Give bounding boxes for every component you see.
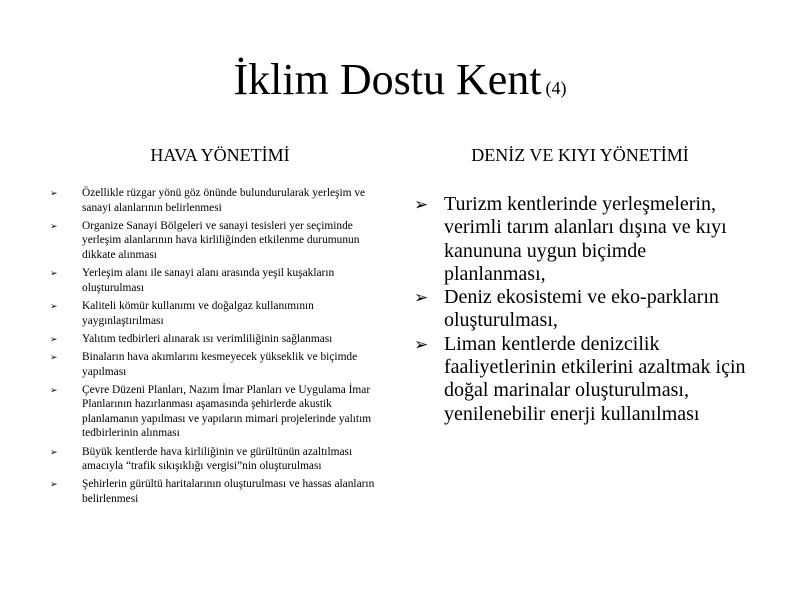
arrow-bullet-icon: ➢ bbox=[50, 333, 58, 344]
arrow-bullet-icon: ➢ bbox=[50, 384, 58, 395]
list-item bbox=[50, 186, 386, 215]
list-item bbox=[50, 477, 386, 506]
arrow-bullet-icon: ➢ bbox=[414, 288, 429, 308]
list-item bbox=[412, 286, 747, 333]
list-item-text: Liman kentlerde denizcilik faaliyetlerinin etkilerini azaltmak için doğal marinalar oluşturulması, yenilenebilir enerji kullanılması bbox=[444, 332, 746, 425]
arrow-bullet-icon: ➢ bbox=[414, 334, 429, 354]
list-item-text: Kaliteli kömür kullanımı ve doğalgaz kullanımının yaygınlaştırılması bbox=[82, 299, 314, 327]
sea-coast-management-heading: DENİZ VE KIYI YÖNETİMİ bbox=[471, 145, 689, 165]
list-item bbox=[50, 219, 386, 263]
list-item-text: Yalıtım tedbirleri alınarak ısı verimliliğinin sağlanması bbox=[82, 332, 333, 345]
list-item-text: Turizm kentlerinde yerleşmelerin, verimli tarım alanları dışına ve kıyı kanununa uygun biçimde planlanması, bbox=[444, 193, 727, 285]
arrow-bullet-icon: ➢ bbox=[414, 195, 429, 214]
list-item bbox=[50, 445, 386, 474]
arrow-bullet-icon: ➢ bbox=[50, 351, 58, 362]
arrow-bullet-icon: ➢ bbox=[50, 220, 58, 231]
list-item-text: Organize Sanayi Bölgeleri ve sanayi tesisleri yer seçiminde yerleşim alanlarının hava kirliliğinden etkilenme durumunun dikkate alınması bbox=[82, 219, 360, 261]
list-item bbox=[50, 383, 386, 441]
air-management-heading: HAVA YÖNETİMİ bbox=[150, 145, 290, 165]
list-item bbox=[50, 350, 386, 379]
list-item bbox=[50, 299, 386, 328]
slide-title-text: İklim Dostu Kent bbox=[233, 55, 542, 104]
arrow-bullet-icon: ➢ bbox=[50, 300, 58, 311]
list-item-text: Binaların hava akımlarını kesmeyecek yükseklik ve biçimde yapılması bbox=[82, 350, 358, 378]
arrow-bullet-icon: ➢ bbox=[50, 446, 58, 457]
list-item-text: Özellikle rüzgar yönü göz önünde bulundurularak yerleşim ve sanayi alanlarının belirlenmesi bbox=[82, 187, 366, 214]
list-item bbox=[412, 333, 747, 426]
list-item-text: Deniz ekosistemi ve eko-parkların oluşturulması, bbox=[444, 286, 719, 332]
list-item bbox=[50, 266, 386, 295]
arrow-bullet-icon: ➢ bbox=[50, 479, 58, 490]
list-item-text: Şehirlerin gürültü haritalarının oluşturulması ve hassas alanların belirlenmesi bbox=[82, 478, 375, 506]
list-item-text: Yerleşim alanı ile sanayi alanı arasında yeşil kuşakların oluşturulması bbox=[82, 267, 335, 294]
slide-number: (4) bbox=[545, 78, 567, 98]
arrow-bullet-icon: ➢ bbox=[50, 268, 58, 279]
sea-coast-management-list bbox=[412, 193, 747, 426]
list-item bbox=[412, 193, 747, 286]
arrow-bullet-icon: ➢ bbox=[50, 188, 58, 198]
slide-title bbox=[0, 52, 800, 116]
list-item-text: Çevre Düzeni Planları, Nazım İmar Planları ve Uygulama İmar Planlarının hazırlanması aşamasında şehirlerde akustik planlamanın yapılması ve yapıların mimari projelerinde yalıtım tedbirlerinin alınması bbox=[82, 383, 372, 440]
air-management-list bbox=[50, 186, 386, 510]
list-item bbox=[50, 332, 386, 347]
list-item-text: Büyük kentlerde hava kirliliğinin ve gürültünün azaltılması amacıyla “trafik sıkışıklığı vergisi”nin oluşturulması bbox=[82, 445, 353, 473]
